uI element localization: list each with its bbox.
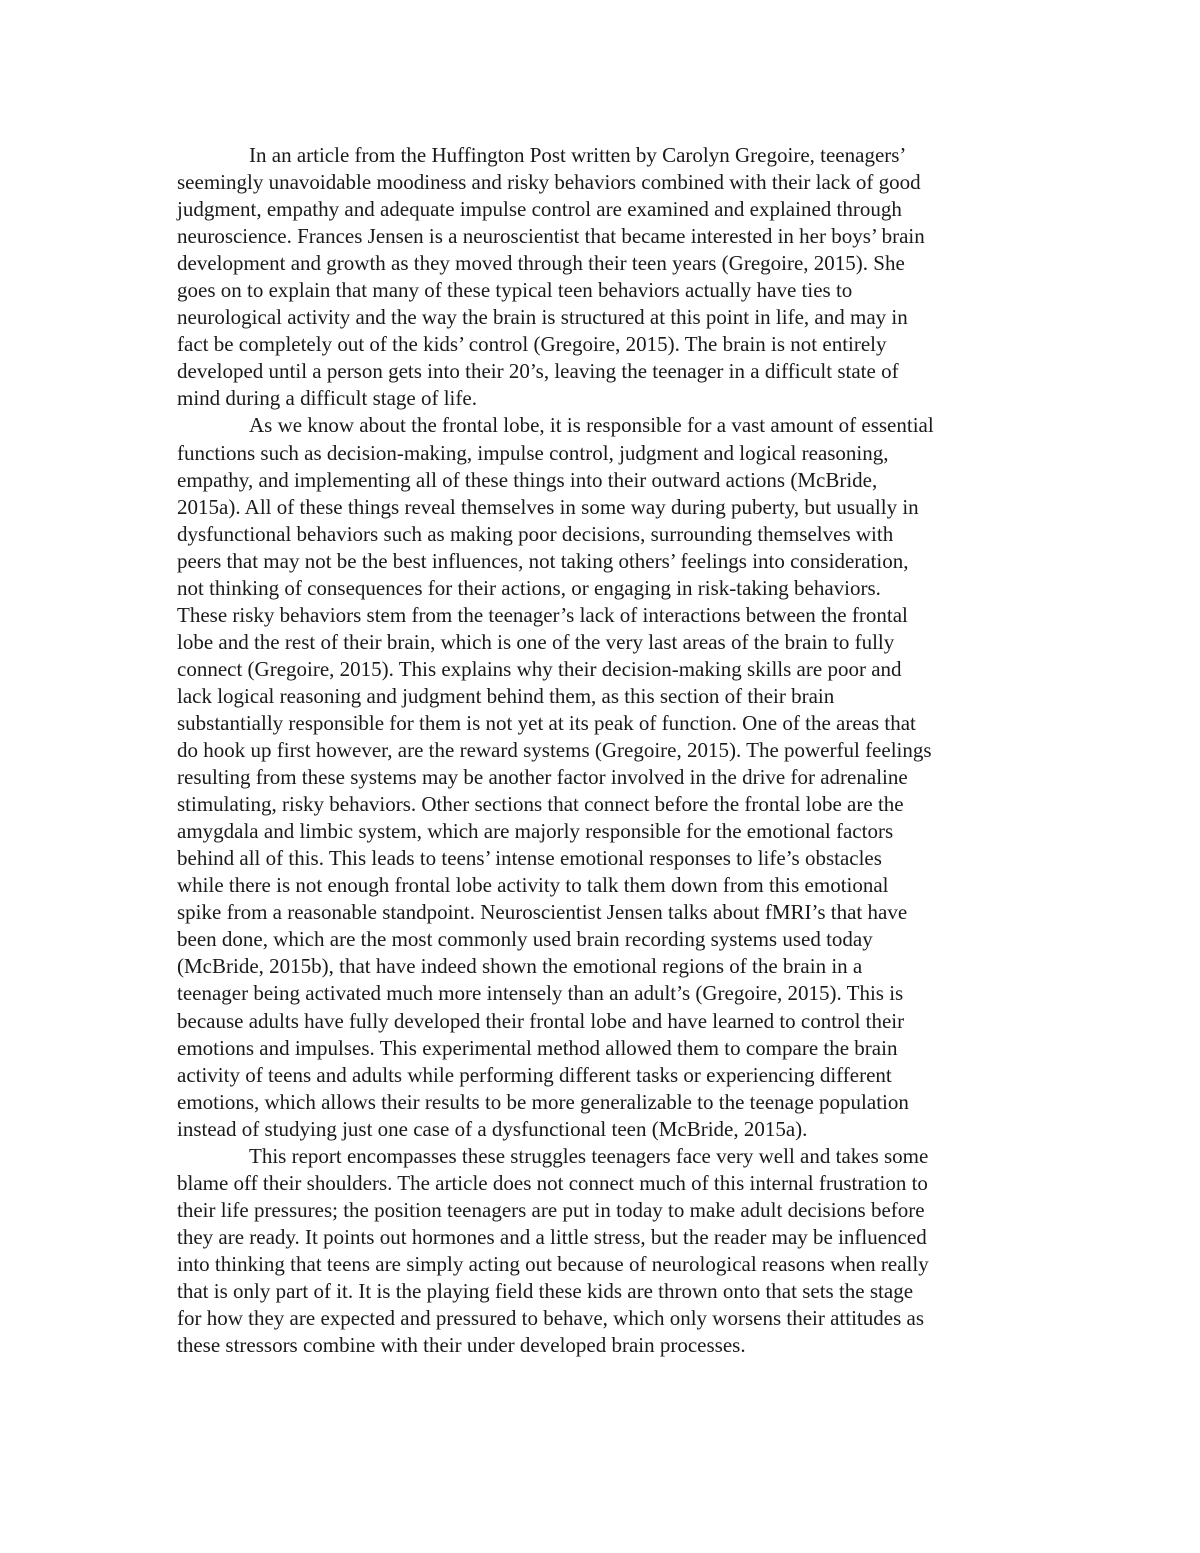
text-line: fact be completely out of the kids’ control (Gregoire, 2015). The brain is not entirely [177,332,887,357]
text-line: judgment, empathy and adequate impulse control are examined and explained through [177,197,902,222]
text-line: because adults have fully developed their frontal lobe and have learned to control their [177,1008,905,1033]
text-line: for how they are expected and pressured to behave, which only worsens their attitudes as [177,1306,925,1331]
text-line: seemingly unavoidable moodiness and risky behaviors combined with their lack of good [177,170,921,195]
text-line: these stressors combine with their under developed brain processes. [177,1333,746,1358]
text-line: emotions and impulses. This experimental method allowed them to compare the brain [177,1035,898,1060]
text-line: neuroscience. Frances Jensen is a neuroscientist that became interested in her boys’ brain [177,224,925,249]
text-line: In an article from the Huffington Post written by Carolyn Gregoire, teenagers’ [249,143,907,167]
text-line: These risky behaviors stem from the teenager’s lack of interactions between the frontal [177,602,908,627]
text-line: peers that may not be the best influences, not taking others’ feelings into consideration, [177,548,909,573]
text-line: not thinking of consequences for their actions, or engaging in risk-taking behaviors. [177,575,881,600]
text-line: This report encompasses these struggles teenagers face very well and takes some [249,1143,929,1168]
text-line: neurological activity and the way the brain is structured at this point in life, and may in [177,305,908,330]
document-body [177,142,1039,1359]
text-line: they are ready. It points out hormones and a little stress, but the reader may be influenced [177,1224,927,1249]
text-line: resulting from these systems may be another factor involved in the drive for adrenaline [177,765,908,790]
text-line: amygdala and limbic system, which are majorly responsible for the emotional factors [177,819,894,844]
text-line: teenager being activated much more intensely than an adult’s (Gregoire, 2015). This is [177,981,904,1006]
text-line: instead of studying just one case of a dysfunctional teen (McBride, 2015a). [177,1116,808,1141]
text-line: functions such as decision-making, impulse control, judgment and logical reasoning, [177,440,889,465]
text-line: development and growth as they moved through their teen years (Gregoire, 2015). She [177,251,905,276]
text-line: connect (Gregoire, 2015). This explains why their decision-making skills are poor and [177,656,902,681]
text-line: stimulating, risky behaviors. Other sections that connect before the frontal lobe are the [177,792,904,817]
text-line: emotions, which allows their results to be more generalizable to the teenage population [177,1089,909,1114]
text-line: do hook up first however, are the reward systems (Gregoire, 2015). The powerful feelings [177,738,932,763]
text-line: spike from a reasonable standpoint. Neuroscientist Jensen talks about fMRI’s that have [177,900,908,925]
text-line: activity of teens and adults while performing different tasks or experiencing different [177,1062,892,1087]
text-line: mind during a difficult stage of life. [177,386,477,411]
text-line: into thinking that teens are simply acting out because of neurological reasons when really [177,1251,929,1276]
text-line: goes on to explain that many of these typical teen behaviors actually have ties to [177,278,853,303]
text-line: that is only part of it. It is the playing field these kids are thrown onto that sets the stage [177,1278,914,1303]
text-line: 2015a). All of these things reveal themselves in some way during puberty, but usually in [177,494,919,519]
text-line: substantially responsible for them is not yet at its peak of function. One of the areas that [177,710,916,735]
text-line: As we know about the frontal lobe, it is responsible for a vast amount of essential [249,413,934,438]
text-line: (McBride, 2015b), that have indeed shown the emotional regions of the brain in a [177,954,863,979]
text-line: empathy, and implementing all of these things into their outward actions (McBride, [177,467,878,492]
text-line: blame off their shoulders. The article does not connect much of this internal frustration to [177,1170,928,1195]
text-line: lobe and the rest of their brain, which is one of the very last areas of the brain to fully [177,629,895,654]
text-line: while there is not enough frontal lobe activity to talk them down from this emotional [177,873,889,898]
text-line: lack logical reasoning and judgment behind them, as this section of their brain [177,683,835,708]
text-line: their life pressures; the position teenagers are put in today to make adult decisions before [177,1197,925,1222]
text-line: dysfunctional behaviors such as making poor decisions, surrounding themselves with [177,521,894,546]
text-line: been done, which are the most commonly used brain recording systems used today [177,927,873,952]
text-line: behind all of this. This leads to teens’ intense emotional responses to life’s obstacles [177,846,882,871]
text-line: developed until a person gets into their 20’s, leaving the teenager in a difficult state of [177,359,899,384]
